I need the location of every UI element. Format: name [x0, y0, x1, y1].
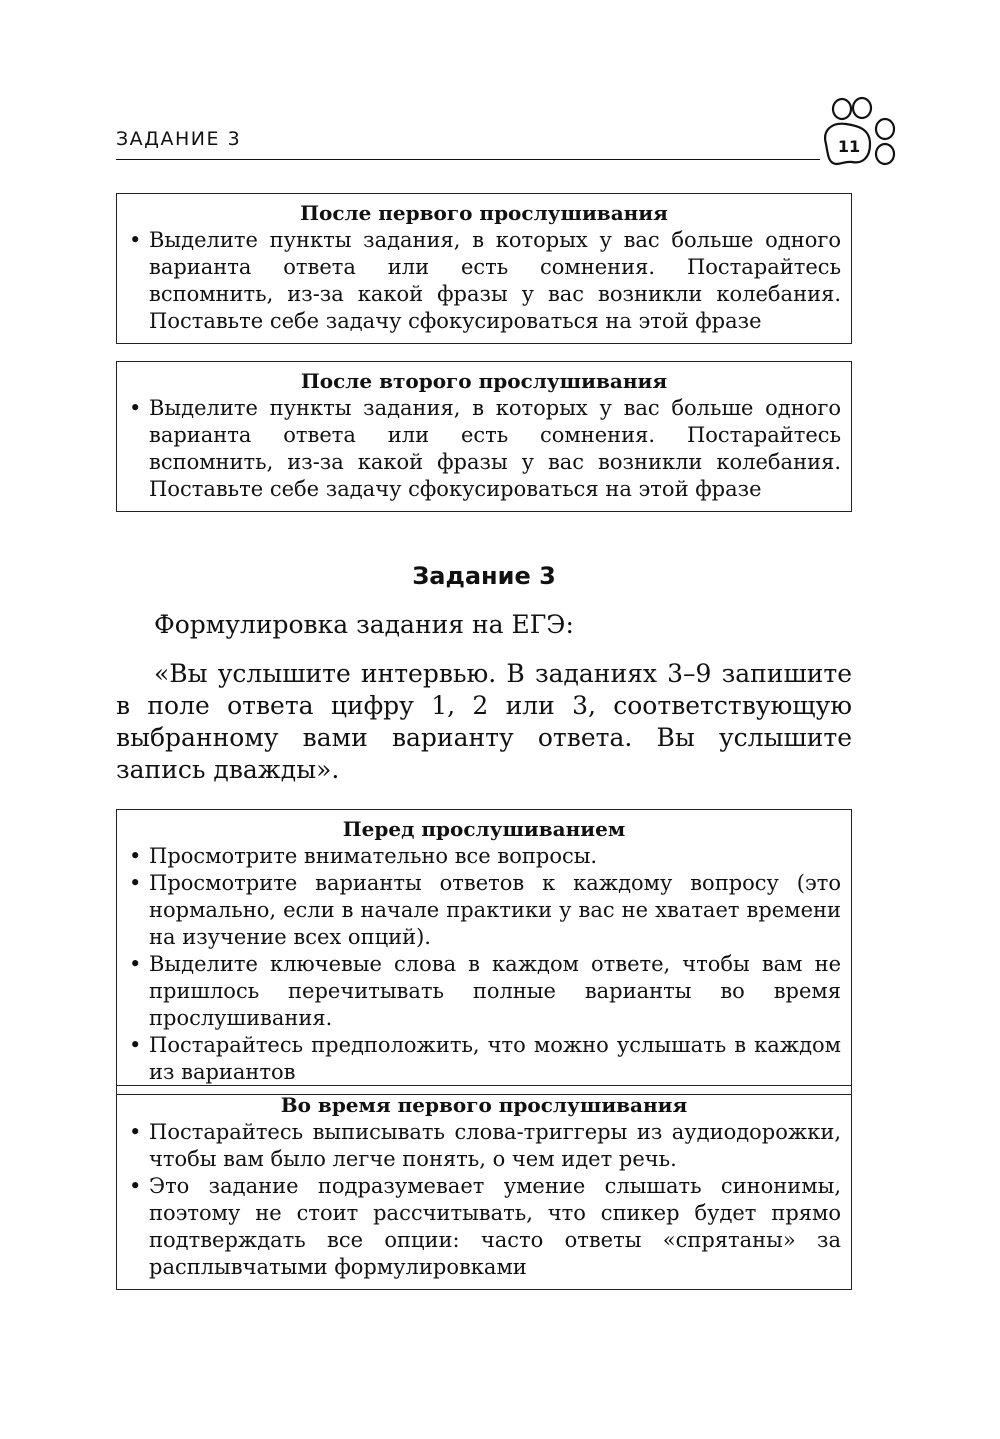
section-title: Задание 3 — [412, 562, 556, 590]
header-rule — [116, 159, 820, 160]
bullet-list — [127, 843, 841, 1086]
list-item: • Выделите пункты задания, в которых у вас больше одного варианта ответа или есть сомнения. Постарайтесь вспомнить, из-за какой фразы у вас возникли колебания. Поставьте себе задачу сфокусироваться на этой фразе — [127, 395, 841, 503]
list-item: • Постарайтесь выписывать слова-триггеры из аудиодорожки, чтобы вам было легче понять, о чем идет речь. — [127, 1119, 841, 1173]
box-during-first-listening — [116, 1085, 852, 1290]
list-item: • Выделите ключевые слова в каждом ответе, чтобы вам не пришлось перечитывать полные варианты во время прослушивания. — [127, 951, 841, 1032]
bullet-list — [127, 227, 841, 335]
paw-icon — [812, 96, 902, 174]
task-quote-paragraph: «Вы услышите интервью. В заданиях 3–9 запишите в поле ответа цифру 1, 2 или 3, соответствующую выбранному вами варианту ответа. Вы услышите запись дважды». — [116, 659, 852, 784]
box-after-first-listening — [116, 193, 852, 344]
list-item: • Это задание подразумевает умение слышать синонимы, поэтому не стоит рассчитывать, что спикер будет прямо подтверждать все опции: часто ответы «спрятаны» за расплывчатыми формулировками — [127, 1173, 841, 1281]
list-item: • Просмотрите варианты ответов к каждому вопросу (это нормально, если в начале практики у вас не хватает времени на изучение всех опций). — [127, 870, 841, 951]
list-item: • Постарайтесь предположить, что можно услышать в каждом из вариантов — [127, 1032, 841, 1086]
box-title: Во время первого прослушивания — [280, 1093, 688, 1117]
box-title: Перед прослушиванием — [342, 817, 626, 841]
box-title: После первого прослушивания — [300, 201, 668, 225]
bullet-list — [127, 1119, 841, 1281]
running-header — [116, 128, 821, 150]
box-title: После второго прослушивания — [300, 369, 668, 393]
running-title: ЗАДАНИЕ 3 — [116, 128, 242, 150]
bullet-list — [127, 395, 841, 503]
box-before-listening — [116, 809, 852, 1095]
page-number: 11 — [837, 137, 861, 156]
box-after-second-listening — [116, 361, 852, 512]
intro-paragraph: Формулировка задания на ЕГЭ: — [154, 610, 574, 639]
list-item: • Выделите пункты задания, в которых у вас больше одного варианта ответа или есть сомнения. Постарайтесь вспомнить, из-за какой фразы у вас возникли колебания. Поставьте себе задачу сфокусироваться на этой фразе — [127, 227, 841, 335]
list-item: • Просмотрите внимательно все вопросы. — [127, 843, 841, 870]
